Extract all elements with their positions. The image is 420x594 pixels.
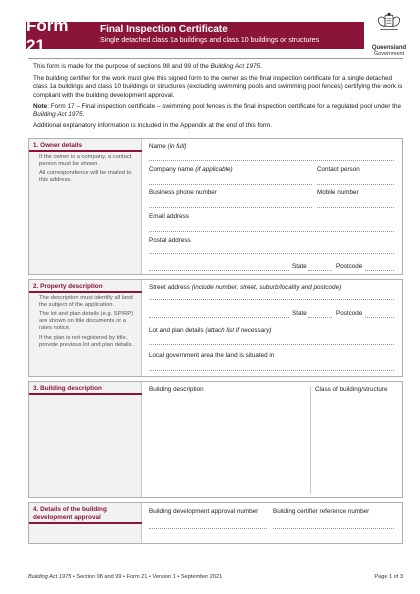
building-class-field[interactable] bbox=[313, 396, 397, 494]
mobile-number-field[interactable] bbox=[317, 207, 394, 208]
approval-details-sidebar bbox=[29, 503, 142, 543]
owner-details-heading: 1. Owner details bbox=[33, 142, 83, 149]
property-state-field[interactable] bbox=[308, 317, 332, 318]
contact-person-label: Contact person bbox=[317, 166, 360, 173]
postal-address-label: Postal address bbox=[149, 237, 191, 244]
approval-number-field[interactable] bbox=[149, 528, 267, 529]
form-title: Final Inspection Certificate bbox=[100, 24, 228, 35]
queensland-crest-icon bbox=[372, 12, 406, 36]
contact-person-field[interactable] bbox=[317, 184, 394, 185]
owner-note-correspondence: All correspondence will be mailed to this address. bbox=[39, 170, 132, 183]
approval-number-label: Building development approval number bbox=[149, 508, 259, 515]
email-address-field[interactable] bbox=[149, 231, 394, 232]
property-note-unregistered: If the plan is not registered by title, provide previous lot and plan details. bbox=[39, 335, 134, 348]
mobile-number-label: Mobile number bbox=[317, 189, 359, 196]
header-divider bbox=[28, 58, 403, 59]
section-accent-bar bbox=[29, 291, 142, 293]
building-description-sidebar bbox=[29, 382, 142, 497]
column-divider bbox=[310, 386, 311, 494]
property-description-sidebar bbox=[29, 280, 142, 376]
business-phone-field[interactable] bbox=[149, 207, 312, 208]
owner-state-label: State bbox=[292, 263, 307, 270]
owner-postcode-field[interactable] bbox=[365, 270, 394, 271]
owner-state-field[interactable] bbox=[308, 270, 332, 271]
form-number-badge: Form 21 bbox=[26, 22, 92, 49]
building-description-heading: 3. Building description bbox=[33, 385, 102, 392]
street-address-field-2[interactable] bbox=[149, 317, 289, 318]
page-number: Page 1 of 3 bbox=[374, 574, 403, 580]
building-description-field[interactable] bbox=[147, 396, 307, 494]
section-accent-bar bbox=[29, 522, 142, 524]
company-name-field[interactable] bbox=[149, 184, 312, 185]
owner-details-section bbox=[28, 138, 403, 275]
street-address-field[interactable] bbox=[149, 299, 394, 300]
business-phone-label: Business phone number bbox=[149, 189, 217, 196]
approval-details-heading: 4. Details of the building development approval bbox=[33, 506, 107, 521]
footer-citation: Building Act 1975 • Section 98 and 99 • Form 21 • Version 1 • September 2021 bbox=[28, 574, 223, 580]
form-subtitle: Single detached class 1a buildings and class 10 buildings or structures bbox=[100, 37, 320, 44]
property-note-land: The description must identify all land the subject of the application. bbox=[39, 295, 133, 308]
lga-label: Local government area the land is situated in bbox=[149, 352, 275, 359]
intro-paragraph-2: The building certifier for the work must give this signed form to the owner as the final inspection certificate for a single detached class 1a buildings and class 10 buildings or structures (excluding swimming pools and swimming pool fences) certifying the work is compliant with the building development approval. bbox=[33, 75, 403, 99]
section-accent-bar bbox=[29, 150, 142, 152]
lot-plan-field[interactable] bbox=[149, 344, 394, 345]
intro-paragraph-4: Additional explanatory information is included in the Appendix at the end of this form. bbox=[33, 122, 273, 129]
owner-postcode-label: Postcode bbox=[336, 263, 363, 270]
intro-paragraph-1: This form is made for the purpose of sections 98 and 99 of the Building Act 1975. bbox=[33, 63, 262, 70]
lga-field[interactable] bbox=[149, 370, 394, 371]
building-description-label: Building description bbox=[149, 386, 204, 393]
section-accent-bar bbox=[29, 393, 142, 395]
property-note-lot-plan: The lot and plan details (e.g. SP/RP) are shown on title documents or a rates notice. bbox=[39, 311, 134, 331]
email-address-label: Email address bbox=[149, 213, 189, 220]
company-name-label: Company name (if applicable) bbox=[149, 166, 233, 173]
property-postcode-label: Postcode bbox=[336, 310, 363, 317]
postal-address-field[interactable] bbox=[149, 253, 394, 254]
owner-name-label: Name (in full) bbox=[149, 143, 187, 150]
property-description-section bbox=[28, 279, 403, 377]
street-address-label: Street address (include number, street, suburb/locality and postcode) bbox=[149, 284, 342, 291]
owner-details-sidebar bbox=[29, 139, 142, 274]
certifier-reference-field[interactable] bbox=[273, 528, 394, 529]
lot-plan-label: Lot and plan details (attach list if necessary) bbox=[149, 327, 272, 334]
certifier-reference-label: Building certifier reference number bbox=[273, 508, 370, 515]
property-description-heading: 2. Property description bbox=[33, 283, 103, 290]
approval-details-section bbox=[28, 502, 403, 544]
owner-name-field[interactable] bbox=[149, 160, 394, 161]
owner-note-company: If the owner is a company, a contact person must be shown. bbox=[39, 154, 132, 167]
building-class-label: Class of building/structure bbox=[315, 386, 388, 393]
logo-government: Government bbox=[373, 51, 405, 57]
building-description-section bbox=[28, 381, 403, 498]
title-band bbox=[92, 22, 364, 49]
intro-note: Note: Form 17 – Final inspection certificate – swimming pool fences is the final inspection certificate for a regulated pool under the Building Act 1975. bbox=[33, 103, 402, 119]
logo-queensland: Queensland bbox=[371, 45, 407, 51]
postal-address-field-2[interactable] bbox=[149, 270, 289, 271]
property-postcode-field[interactable] bbox=[365, 317, 394, 318]
property-state-label: State bbox=[292, 310, 307, 317]
